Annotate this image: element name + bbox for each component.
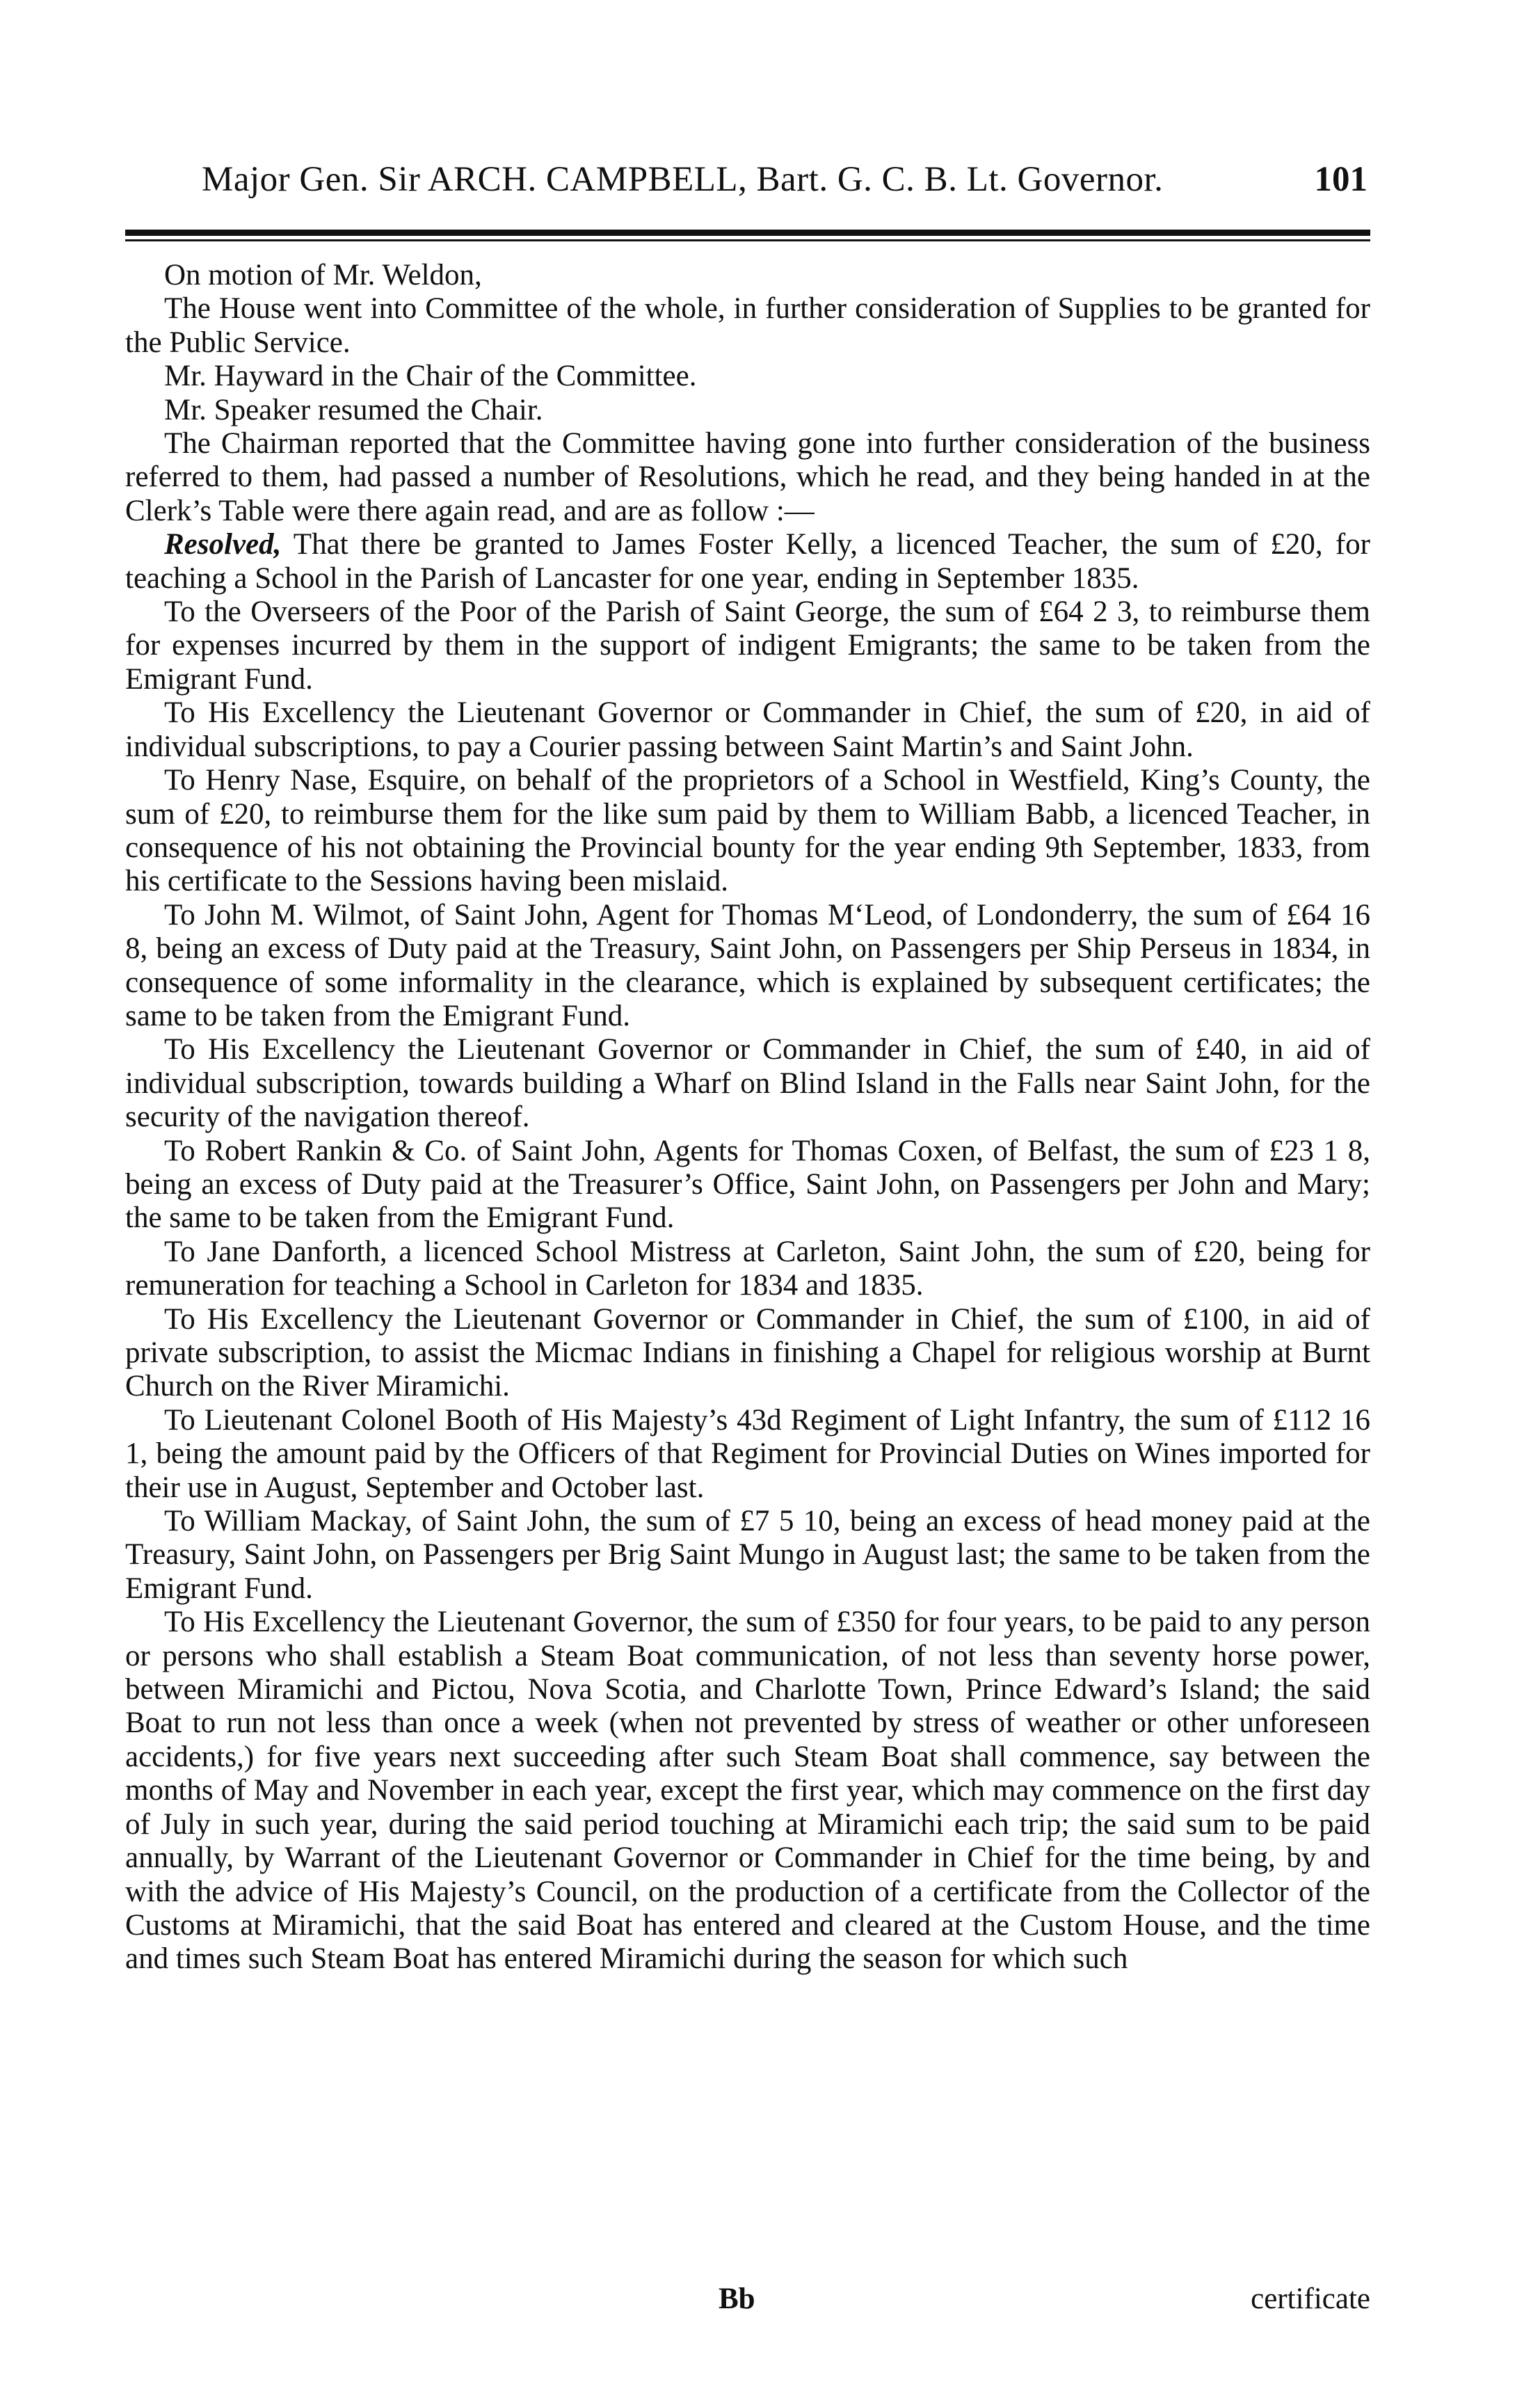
paragraph-grant: To the Overseers of the Poor of the Parish of Saint George, the sum of £64 2 3, to reimburse them for expenses incurred by them in the support of indigent Emigrants; the same to be taken from the Emigrant Fund.	[125, 595, 1370, 696]
paragraph-grant: To His Excellency the Lieutenant Governor or Commander in Chief, the sum of £100, in aid of private subscription, to assist the Micmac Indians in finishing a Chapel for religious worship at Burnt Church on the River Miramichi.	[125, 1302, 1370, 1403]
header-rule-thick	[125, 230, 1370, 236]
paragraph-grant: To Lieutenant Colonel Booth of His Majesty’s 43d Regiment of Light Infantry, the sum of £112 16 1, being the amount paid by the Officers of that Regiment for Provincial Duties on Wines imported for their use in August, September and October last.	[125, 1403, 1370, 1504]
paragraph-grant: To Jane Danforth, a licenced School Mistress at Carleton, Saint John, the sum of £20, being for remuneration for teaching a School in Carleton for 1834 and 1835.	[125, 1235, 1370, 1302]
page-footer	[125, 2282, 1370, 2318]
paragraph-grant: To William Mackay, of Saint John, the sum of £7 5 10, being an excess of head money paid at the Treasury, Saint John, on Passengers per Brig Saint Mungo in August last; the same to be taken from the Emigrant Fund.	[125, 1505, 1370, 1605]
paragraph-committee: The House went into Committee of the whole, in further consideration of Supplies to be granted for the Public Service.	[125, 292, 1370, 359]
paragraph-speaker: Mr. Speaker resumed the Chair.	[164, 393, 543, 426]
paragraph-report: The Chairman reported that the Committee having gone into further consideration of the business referred to them, had passed a number of Resolutions, which he read, and they being handed in at the Clerk’s Table were there again read, and are as follow :—	[125, 427, 1370, 527]
paragraph-grant: To His Excellency the Lieutenant Governor or Commander in Chief, the sum of £40, in aid of individual subscription, towards building a Wharf on Blind Island in the Falls near Saint John, for the security of the navigation thereof.	[125, 1033, 1370, 1134]
paragraph-grant: To Robert Rankin & Co. of Saint John, Agents for Thomas Coxen, of Belfast, the sum of £23 1 8, being an excess of Duty paid at the Treasurer’s Office, Saint John, on Passengers per John and Mary; the same to be taken from the Emigrant Fund.	[125, 1134, 1370, 1235]
header-rule-thin	[125, 239, 1370, 241]
paragraph-motion: On motion of Mr. Weldon,	[164, 259, 482, 291]
resolved-label: Resolved,	[164, 528, 282, 561]
paragraph-resolution	[125, 528, 1370, 595]
paragraph-chair: Mr. Hayward in the Chair of the Committee.	[164, 360, 697, 393]
catchword: certificate	[1251, 2283, 1370, 2315]
page-number: 101	[1314, 160, 1367, 199]
paragraph-grant: To His Excellency the Lieutenant Governor or Commander in Chief, the sum of £20, in aid of individual subscriptions, to pay a Courier passing between Saint Martin’s and Saint John.	[125, 696, 1370, 763]
paragraph-grant: To John M. Wilmot, of Saint John, Agent for Thomas M‘Leod, of Londonderry, the sum of £64 16 8, being an excess of Duty paid at the Treasury, Saint John, on Passengers per Ship Perseus in 1834, in consequence of some informality in the clearance, which is explained by subsequent certificates; the same to be taken from the Emigrant Fund.	[125, 898, 1370, 1032]
header-title: Major Gen. Sir ARCH. CAMPBELL, Bart. G. C. B. Lt. Governor.	[202, 160, 1164, 199]
resolution-text: That there be granted to James Foster Kelly, a licenced Teacher, the sum of £20, for teaching a School in the Parish of Lancaster for one year, ending in September 1835.	[125, 528, 1370, 595]
paragraph-steamboat: To His Excellency the Lieutenant Governor, the sum of £350 for four years, to be paid to any person or persons who shall establish a Steam Boat communication, of not less than seventy horse power, between Miramichi and Pictou, Nova Scotia, and Charlotte Town, Prince Edward’s Island; the said Boat to run not less than once a week (when not prevented by stress of weather or other unforeseen accidents,) for five years next succeeding after such Steam Boat shall commence, say between the months of May and November in each year, except the first year, which may commence on the first day of July in such year, during the said period touching at Miramichi each trip; the said sum to be paid annually, by Warrant of the Lieutenant Governor or Commander in Chief for the time being, by and with the advice of His Majesty’s Council, on the production of a certificate from the Collector of the Customs at Miramichi, that the said Boat has entered and cleared at the Custom House, and the time and times such Steam Boat has entered Miramichi during the season for which such	[125, 1606, 1370, 1976]
journal-body	[125, 259, 1370, 1976]
paragraph-grant: To Henry Nase, Esquire, on behalf of the proprietors of a School in Westfield, King’s County, the sum of £20, to reimburse them for the like sum paid by them to William Babb, a licenced Teacher, in consequence of his not obtaining the Provincial bounty for the year ending 9th September, 1833, from his certificate to the Sessions having been mislaid.	[125, 764, 1370, 898]
signature-mark: Bb	[719, 2283, 755, 2315]
